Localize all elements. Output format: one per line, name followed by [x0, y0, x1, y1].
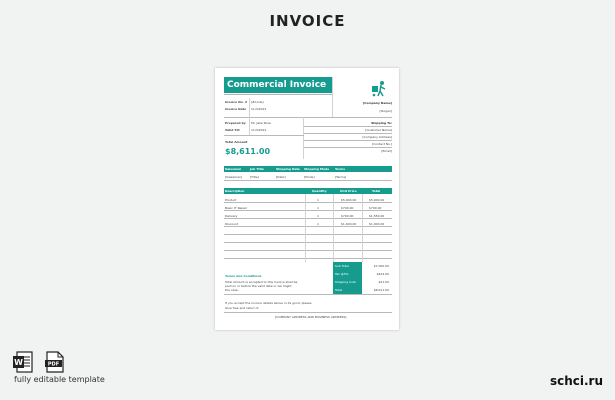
footer-caption: fully editable template — [14, 375, 105, 384]
brand-watermark: schci.ru — [549, 374, 603, 388]
divider — [304, 140, 392, 141]
ship-value: [Mode] — [304, 175, 315, 179]
item-quantity: 1 — [317, 222, 319, 226]
summary-value: $424.00 — [376, 272, 389, 276]
ship-header: Job Title — [250, 167, 264, 171]
total-amount-label: Total Amount — [225, 140, 248, 144]
question-text: If you accept the invoice details above in its good, please — [225, 301, 312, 305]
ship-header: Terms — [335, 167, 346, 171]
divider — [333, 194, 334, 262]
item-unit-price: $700.00 — [341, 214, 354, 218]
summary-label: Total — [333, 286, 362, 294]
contact-text: Give free and return it. — [225, 306, 260, 310]
divider — [304, 147, 392, 148]
ship-header: Shipping Date — [276, 167, 300, 171]
divider — [224, 258, 392, 259]
company-name: [Company Name] — [362, 101, 392, 105]
item-description: Discount — [225, 222, 239, 226]
summary-label: Sub Total — [333, 262, 362, 270]
divider — [224, 210, 392, 211]
divider — [304, 133, 392, 134]
divider — [224, 135, 304, 136]
ship-value: [Title] — [250, 175, 259, 179]
col-total: Total — [372, 189, 381, 193]
divider — [224, 94, 332, 95]
divider — [224, 312, 392, 313]
ship-value: [Salesman] — [225, 175, 242, 179]
summary-value: $7,000.00 — [373, 264, 389, 268]
item-description: Basic IT Repair — [225, 206, 248, 210]
items-header-bar — [224, 188, 392, 194]
item-quantity: 1 — [317, 214, 319, 218]
divider — [224, 294, 392, 295]
valid-till-label: Valid Till — [225, 128, 240, 132]
pdf-file-icon — [45, 351, 63, 373]
item-quantity: 1 — [317, 206, 319, 210]
ship-value: [Terms] — [335, 175, 347, 179]
col-description: Description — [225, 189, 245, 193]
item-quantity: 1 — [317, 198, 319, 202]
invoice-sheet — [215, 68, 399, 330]
total-amount-value: $8,611.00 — [225, 147, 271, 156]
divider — [305, 194, 306, 262]
prepared-by-value: Mr. Jake Rosa — [251, 121, 271, 125]
terms-text: paid on or before the valid date or we might — [225, 284, 292, 288]
divider — [224, 242, 392, 243]
shipping-header-bar — [224, 166, 392, 172]
summary-label: Tax @5% — [333, 270, 362, 278]
summary-label: Shipping Cost — [333, 278, 362, 286]
delivery-cart-icon — [370, 80, 390, 98]
customer-name: [Customer Name] — [365, 128, 392, 132]
divider — [362, 194, 363, 262]
terms-title: Terms and Conditions — [225, 274, 262, 278]
col-unit-price: Unit Price — [340, 189, 357, 193]
valid-till-value: 11/3/2021 — [251, 128, 267, 132]
divider — [249, 98, 250, 135]
divider — [224, 250, 392, 251]
divider — [224, 202, 392, 203]
divider — [224, 180, 392, 181]
col-quantity: Quantity — [312, 189, 327, 193]
item-total: $5,000.00 — [369, 198, 385, 202]
terms-text: Total amount is accepted to this Invoice shall be — [225, 280, 298, 284]
invoice-date-value: 11/3/2021 — [251, 107, 267, 111]
shipping-to-label: Shipping To: — [371, 121, 392, 125]
prepared-by-label: Prepared by — [225, 121, 246, 125]
invoice-title: Commercial Invoice — [224, 77, 332, 93]
divider — [224, 226, 392, 227]
item-unit-price: $1,000.00 — [341, 222, 357, 226]
invoice-no-label: Invoice No. # — [225, 100, 248, 104]
invoice-no-value: [#Code] — [251, 100, 264, 104]
ship-header: Salesman — [225, 167, 242, 171]
invoice-date-label: Invoice Date — [225, 107, 247, 111]
contact-no: [Contact No.] — [372, 142, 392, 146]
item-unit-price: $700.00 — [341, 206, 354, 210]
divider — [303, 117, 304, 159]
divider — [224, 234, 392, 235]
divider — [224, 218, 392, 219]
item-description: Product — [225, 198, 237, 202]
item-total: $1,550.00 — [369, 214, 385, 218]
word-file-icon — [13, 351, 31, 373]
page-title: INVOICE — [269, 12, 346, 30]
item-description: Delivery — [225, 214, 238, 218]
company-address-footer: [COMPANY ADDRESS AND BUSINESS ADDRESS] — [275, 315, 347, 319]
ship-value: [Date] — [276, 175, 286, 179]
item-total: $700.00 — [369, 206, 382, 210]
company-address: [Company Address] — [362, 135, 392, 139]
item-total: $1,000.00 — [369, 222, 385, 226]
summary-value: $8,611.00 — [373, 288, 389, 292]
slogan: [Slogan] — [379, 109, 392, 113]
divider — [304, 126, 392, 127]
pdf-label: PDF — [47, 361, 60, 368]
divider — [332, 77, 333, 117]
email: [Email] — [381, 149, 392, 153]
terms-text: the case. — [225, 288, 239, 292]
ship-header: Shipping Mode — [304, 167, 330, 171]
item-unit-price: $5,000.00 — [341, 198, 357, 202]
summary-value: $21.00 — [378, 280, 389, 284]
word-label: W — [14, 358, 23, 367]
